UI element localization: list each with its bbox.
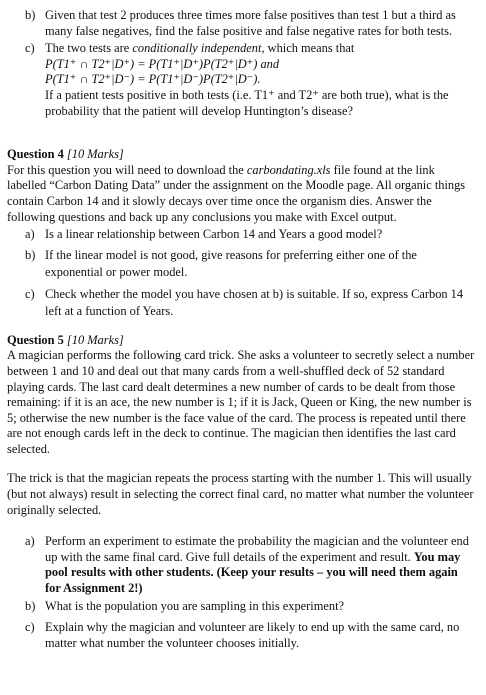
item-text: Check whether the model you have chosen at b) is suitable. If so, express Carbon 14 left at a function of Years. [45, 286, 464, 319]
emphasis-text: conditionally independent [132, 41, 262, 56]
question-title: Question 4 [7, 147, 64, 162]
intro-text: For this question you will need to download the [7, 162, 247, 177]
q5-part-b [25, 599, 476, 615]
file-name: carbondating.xls [246, 162, 331, 177]
q3-part-c [25, 41, 476, 119]
question-5-para-2: The trick is that the magician repeats the process starting with the number 1. This will usually (but not always) result in selecting the correct final card, no matter what number the volunteer originally selected. [7, 471, 474, 517]
question-title: Question 5 [7, 332, 64, 347]
question-4-heading [7, 147, 476, 163]
item-label: c) [25, 41, 35, 56]
q4-part-a [25, 227, 476, 243]
formula-line: P(T1⁺ ∩ T2⁺|D⁺) = P(T1⁺|D⁺)P(T2⁺|D⁺) and [45, 56, 280, 71]
item-text: , which means that [261, 41, 355, 56]
item-label: a) [25, 227, 35, 242]
item-question: If a patient tests positive in both tests (i.e. T1⁺ and T2⁺ are both true), what is the probability that the patient will develop Huntington’s disease? [45, 87, 449, 118]
item-text: What is the population you are sampling in this experiment? [45, 598, 345, 613]
q4-part-c [25, 286, 476, 321]
question-marks: [10 Marks] [66, 332, 124, 347]
item-label: b) [25, 598, 36, 613]
item-text: Perform an experiment to estimate the probability the magician and the volunteer end up with the same final card. Give full details of the experiment and result. [45, 534, 469, 564]
q4-part-b [25, 247, 476, 282]
item-text: The two tests are [45, 41, 133, 56]
item-label: c) [25, 620, 35, 635]
question-4-intro [7, 163, 476, 225]
question-5-para-1: A magician performs the following card trick. She asks a volunteer to secretly select a number between 1 and 10 and deal out that many cards from a well-shuffled deck of 52 standard playing cards. The last card dealt determines a new number of cards to be dealt from those remaining: if it is an ace, the new number is 1; if it is Jack, Queen or King, the new number is 5; otherwise the new number is the face value of the card. The process is repeated until there are not enough cards left in the deck to continue. The magician then identifies the last card selected. [7, 348, 475, 456]
item-text: Given that test 2 produces three times more false positives than test 1 but a third as many false negatives, find the false positive and false negative rates for both tests. [45, 8, 456, 38]
item-text: If the linear model is not good, give reasons for preferring either one of the exponential or power model. [45, 247, 417, 280]
bold-note: You may pool results with other students. (Keep your results – you will need them again for Assignment 2!) [45, 549, 461, 596]
question-marks: [10 Marks] [66, 147, 124, 162]
q5-part-c [25, 620, 476, 651]
item-text: Explain why the magician and volunteer are likely to end up with the same card, no matter what number the volunteer chooses initially. [45, 620, 460, 650]
q3-part-b [25, 8, 476, 39]
q5-part-a [25, 534, 476, 596]
item-label: b) [25, 247, 36, 262]
item-text: Is a linear relationship between Carbon 14 and Years a good model? [45, 227, 383, 242]
question-5-heading [7, 333, 476, 349]
item-label: b) [25, 8, 36, 22]
item-label: a) [25, 534, 35, 549]
intro-text: file found at the link labelled “Carbon Dating Data” under the assignment on the Moodle page. All organic things contain Carbon 14 and it slowly decays over time once the organism dies. Answer the following questions and back up any conclusions you make with Excel output. [7, 162, 466, 224]
item-label: c) [25, 286, 35, 301]
formula-line: P(T1⁺ ∩ T2⁺|D⁻) = P(T1⁺|D⁻)P(T2⁺|D⁻). [45, 72, 261, 87]
